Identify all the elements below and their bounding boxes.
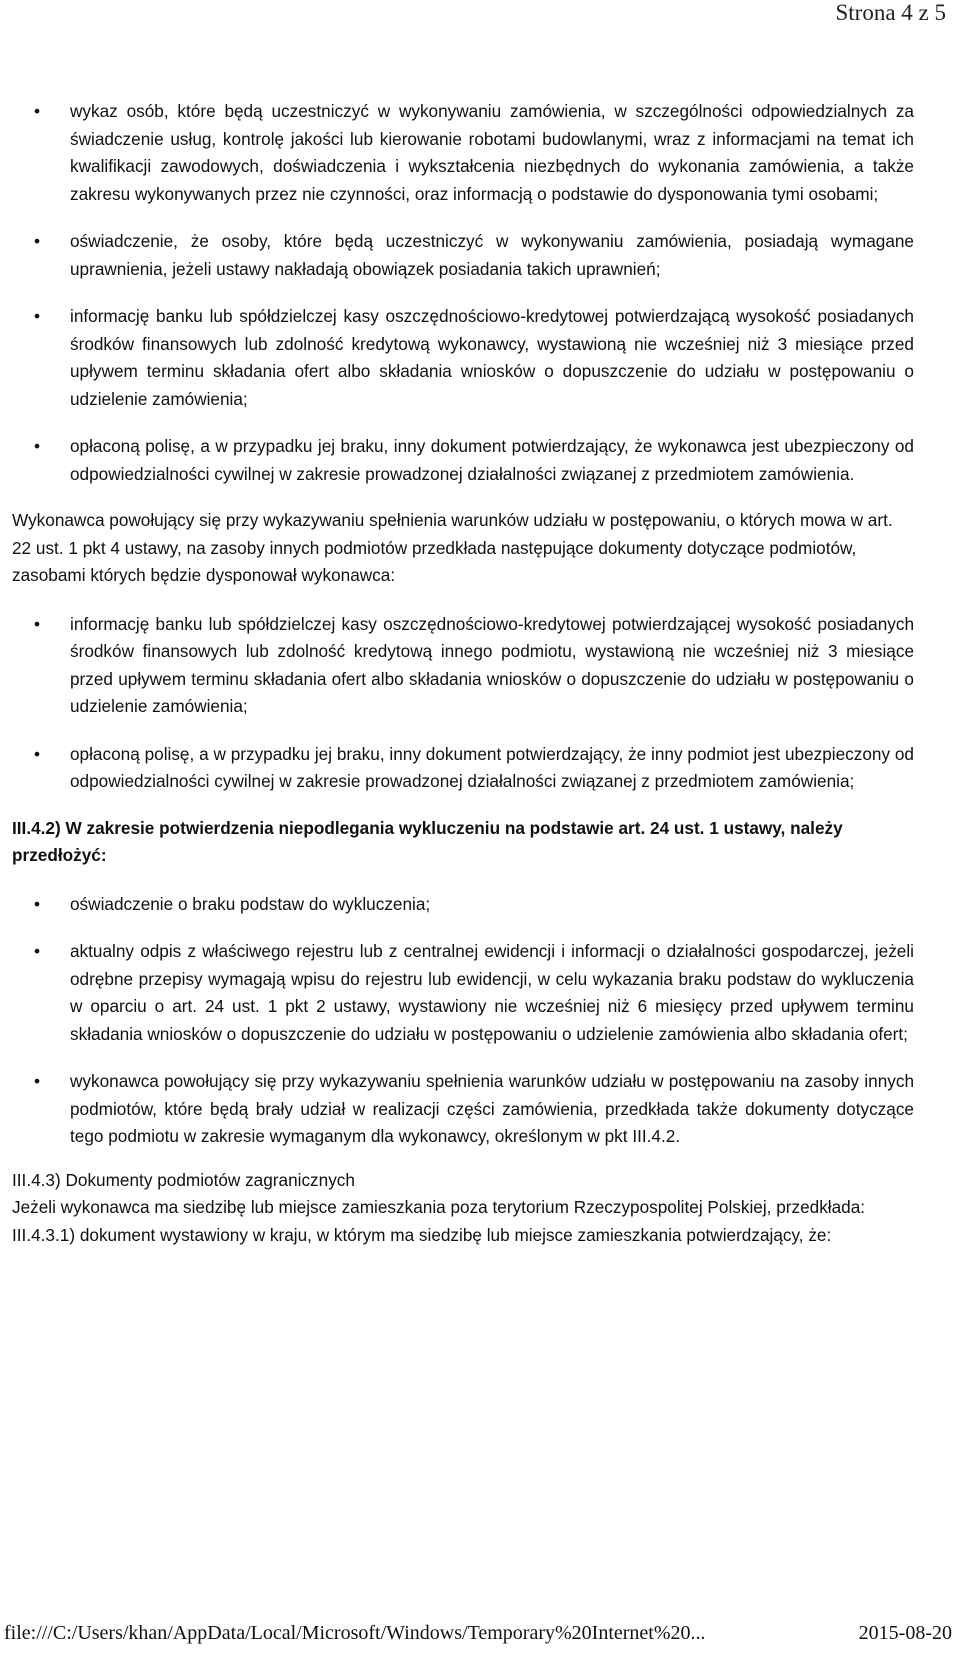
page-number: Strona 4 z 5 xyxy=(835,0,946,25)
section-text-foreign: Jeżeli wykonawca ma siedzibę lub miejsce zamieszkania poza terytorium Rzeczypospolitej Polskiej, przedkłada: xyxy=(12,1197,866,1217)
paragraph-other-entities: Wykonawca powołujący się przy wykazywaniu spełnienia warunków udziału w postępowaniu, o których mowa w art. 22 ust. 1 pkt 4 ustawy, na zasoby innych podmiotów przedkłada następujące dokumenty dotyczące podmiotów, zasobami których będzie dysponował wykonawca: xyxy=(12,510,893,585)
list-item: • oświadczenie o braku podstaw do wykluczenia; xyxy=(12,891,914,919)
bullet-list-requirements xyxy=(12,98,914,488)
page-footer xyxy=(4,1621,952,1645)
list-item: • informację banku lub spółdzielczej kasy oszczędnościowo-kredytowej potwierdzającej wysokość posiadanych środków finansowych lub zdolność kredytową innego podmiotu, wystawioną nie wcześniej niż 3 miesiące przed upływem terminu składania ofert albo składania wniosków o dopuszczenie do udziału w postępowaniu o udzielenie zamówienia; xyxy=(12,611,914,721)
list-item: • opłaconą polisę, a w przypadku jej braku, inny dokument potwierdzający, że inny podmiot jest ubezpieczony od odpowiedzialności cywilnej w zakresie prowadzonej działalności związanej z przedmiotem zamówienia; xyxy=(12,741,914,796)
document-body xyxy=(12,98,914,1249)
list-item: • opłaconą polisę, a w przypadku jej braku, inny dokument potwierdzający, że wykonawca jest ubezpieczony od odpowiedzialności cywilnej w zakresie prowadzonej działalności związanej z przedmiotem zamówienia. xyxy=(12,433,914,488)
section-heading-exclusion: III.4.2) W zakresie potwierdzenia niepodlegania wykluczeniu na podstawie art. 24 ust. 1 ustawy, należy przedłożyć: xyxy=(12,817,843,865)
list-item: • wykaz osób, które będą uczestniczyć w wykonywaniu zamówienia, w szczególności odpowiedzialnych za świadczenie usług, kontrolę jakości lub kierowanie robotami budowlanymi, wraz z informacjami na temat ich kwalifikacji zawodowych, doświadczenia i wykształcenia niezbędnych do wykonania zamówienia, a także zakresu wykonywanych przez nie czynności, oraz informacją o podstawie do dysponowania tymi osobami; xyxy=(12,98,914,208)
section-title-foreign: III.4.3) Dokumenty podmiotów zagranicznych xyxy=(12,1169,355,1190)
section-text-foreign-document: III.4.3.1) dokument wystawiony w kraju, w którym ma siedzibę lub miejsce zamieszkania potwierdzający, że: xyxy=(12,1224,832,1245)
list-item: • aktualny odpis z właściwego rejestru lub z centralnej ewidencji i informacji o działalności gospodarczej, jeżeli odrębne przepisy wymagają wpisu do rejestru lub ewidencji, w celu wykazania braku podstaw do wykluczenia w oparciu o art. 24 ust. 1 pkt 2 ustawy, wystawiony nie wcześniej niż 6 miesięcy przed upływem terminu składania wniosków o dopuszczenie do udziału w postępowaniu o udzielenie zamówienia albo składania ofert; xyxy=(12,938,914,1048)
bullet-list-other-entities xyxy=(12,611,914,796)
list-item: • wykonawca powołujący się przy wykazywaniu spełnienia warunków udziału w postępowaniu na zasoby innych podmiotów, które będą brały udział w realizacji części zamówienia, przedkłada także dokumenty dotyczące tego podmiotu w zakresie wymaganym dla wykonawcy, określonym w pkt III.4.2. xyxy=(12,1068,914,1151)
list-item: • informację banku lub spółdzielczej kasy oszczędnościowo-kredytowej potwierdzającą wysokość posiadanych środków finansowych lub zdolność kredytową wykonawcy, wystawioną nie wcześniej niż 3 miesiące przed upływem terminu składania ofert albo składania wniosków o dopuszczenie do udziału w postępowaniu o udzielenie zamówienia; xyxy=(12,303,914,413)
footer-date: 2015-08-20 xyxy=(858,1622,952,1644)
footer-file-path: file:///C:/Users/khan/AppData/Local/Microsoft/Windows/Temporary%20Internet%20... xyxy=(4,1622,706,1644)
bullet-list-exclusion xyxy=(12,891,914,1151)
list-item: • oświadczenie, że osoby, które będą uczestniczyć w wykonywaniu zamówienia, posiadają wymagane uprawnienia, jeżeli ustawy nakładają obowiązek posiadania takich uprawnień; xyxy=(12,228,914,283)
